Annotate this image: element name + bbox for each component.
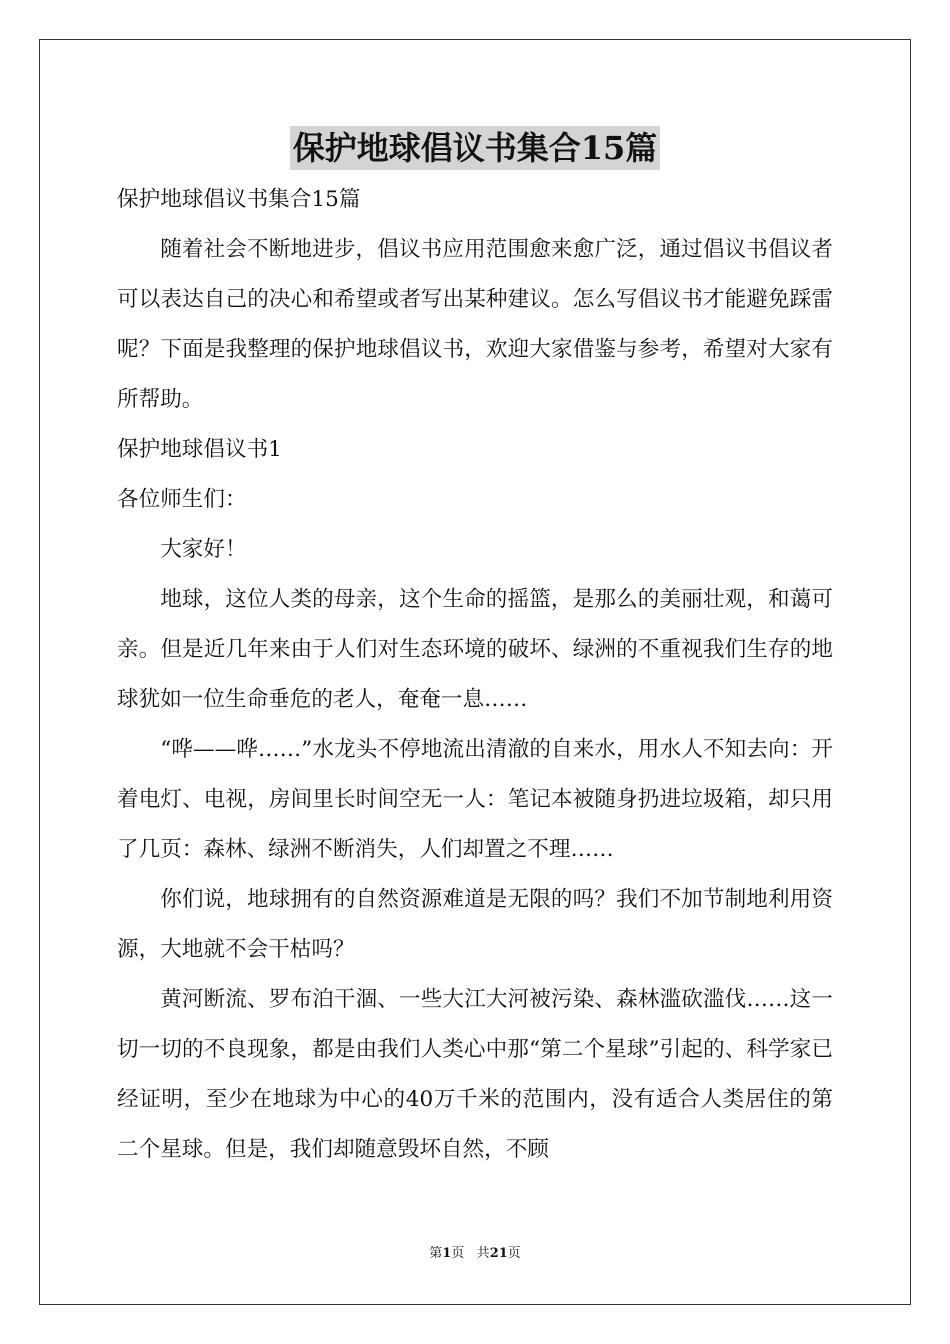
salutation: 各位师生们： (117, 487, 247, 512)
total-suffix: 页 (507, 1246, 521, 1261)
total-prefix: 共 (476, 1246, 490, 1261)
page-suffix: 页 (451, 1246, 465, 1261)
current-page-number: 1 (442, 1246, 452, 1261)
section-heading: 保护地球倡议书1 (117, 437, 282, 462)
document-title: 保护地球倡议书集合15篇 (290, 126, 661, 170)
greeting: 大家好！ (160, 537, 247, 562)
page-prefix: 第 (429, 1246, 443, 1261)
body-paragraph: 黄河断流、罗布泊干涸、一些大江大河被污染、森林滥砍滥伐……这一切一切的不良现象，都是由我们人类心中那“第二个星球”引起的、科学家已经证明，至少在地球为中心的40万千米的范围内，没有适合人类居住的第二个星球。但是，我们却随意毁坏自然，不顾 (117, 987, 833, 1162)
page-footer (0, 1245, 950, 1263)
intro-paragraph: 随着社会不断地进步，倡议书应用范围愈来愈广泛，通过倡议书倡议者可以表达自己的决心和希望或者写出某种建议。怎么写倡议书才能避免踩雷呢？下面是我整理的保护地球倡议书，欢迎大家借鉴与参考，希望对大家有所帮助。 (117, 237, 833, 412)
body-paragraph: 你们说，地球拥有的自然资源难道是无限的吗？我们不加节制地利用资源，大地就不会干枯吗？ (117, 887, 833, 962)
body-paragraph: 地球，这位人类的母亲，这个生命的摇篮，是那么的美丽壮观，和蔼可亲。但是近几年来由于人们对生态环境的破坏、绿洲的不重视我们生存的地球犹如一位生命垂危的老人，奄奄一息…… (117, 587, 833, 712)
document-body (117, 175, 833, 1175)
title-container (0, 126, 950, 170)
total-page-count: 21 (489, 1246, 508, 1261)
subtitle-line: 保护地球倡议书集合15篇 (117, 187, 361, 212)
body-paragraph: “哗——哗……”水龙头不停地流出清澈的自来水，用水人不知去向：开着电灯、电视，房间里长时间空无一人：笔记本被随身扔进垃圾箱，却只用了几页：森林、绿洲不断消失，人们却置之不理…… (117, 737, 833, 862)
